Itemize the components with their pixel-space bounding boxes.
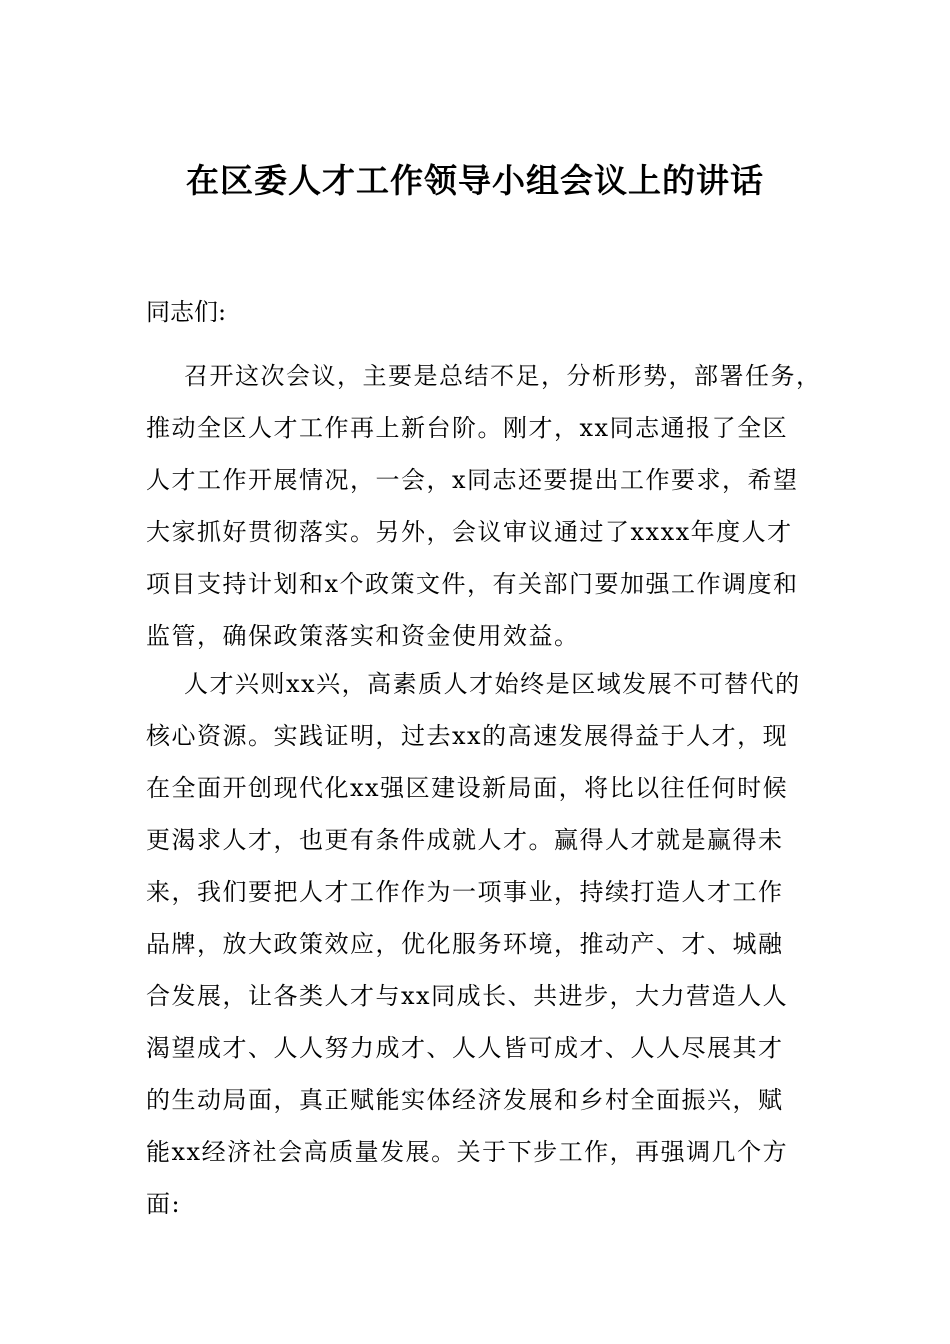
paragraph-line: 人才工作开展情况，一会，x同志还要提出工作要求，希望 — [146, 466, 799, 494]
paragraph-line: 在全面开创现代化xx强区建设新局面，将比以往任何时候 — [146, 774, 789, 802]
paragraph — [146, 658, 810, 1230]
salutation: 同志们: — [146, 298, 227, 326]
paragraph-line: 合发展，让各类人才与xx同成长、共进步，大力营造人人 — [146, 982, 789, 1010]
paragraph-line: 核心资源。实践证明，过去xx的高速发展得益于人才，现 — [146, 722, 789, 750]
paragraph-line: 项目支持计划和x个政策文件，有关部门要加强工作调度和 — [146, 570, 799, 598]
paragraph-line: 渴望成才、人人努力成才、人人皆可成才、人人尽展其才 — [146, 1034, 784, 1062]
paragraph-line: 监管，确保政策落实和资金使用效益。 — [146, 622, 580, 650]
paragraph — [146, 350, 822, 662]
paragraph-line: 召开这次会议，主要是总结不足，分析形势，部署任务， — [184, 362, 822, 390]
paragraph-line: 来，我们要把人才工作作为一项事业，持续打造人才工作 — [146, 878, 784, 906]
paragraph-line: 面: — [146, 1190, 182, 1218]
paragraph-line: 能xx经济社会高质量发展。关于下步工作，再强调几个方 — [146, 1138, 789, 1166]
paragraph-line: 推动全区人才工作再上新台阶。刚才，xx同志通报了全区 — [146, 414, 789, 442]
paragraph-line: 大家抓好贯彻落实。另外，会议审议通过了xxxx年度人才 — [146, 518, 793, 546]
paragraph-line: 更渴求人才，也更有条件成就人才。赢得人才就是赢得未 — [146, 826, 784, 854]
paragraph-line: 品牌，放大政策效应，优化服务环境，推动产、才、城融 — [146, 930, 784, 958]
paragraph-line: 人才兴则xx兴，高素质人才始终是区域发展不可替代的 — [184, 670, 801, 698]
document-title: 在区委人才工作领导小组会议上的讲话 — [186, 161, 764, 200]
paragraph-line: 的生动局面，真正赋能实体经济发展和乡村全面振兴，赋 — [146, 1086, 784, 1114]
